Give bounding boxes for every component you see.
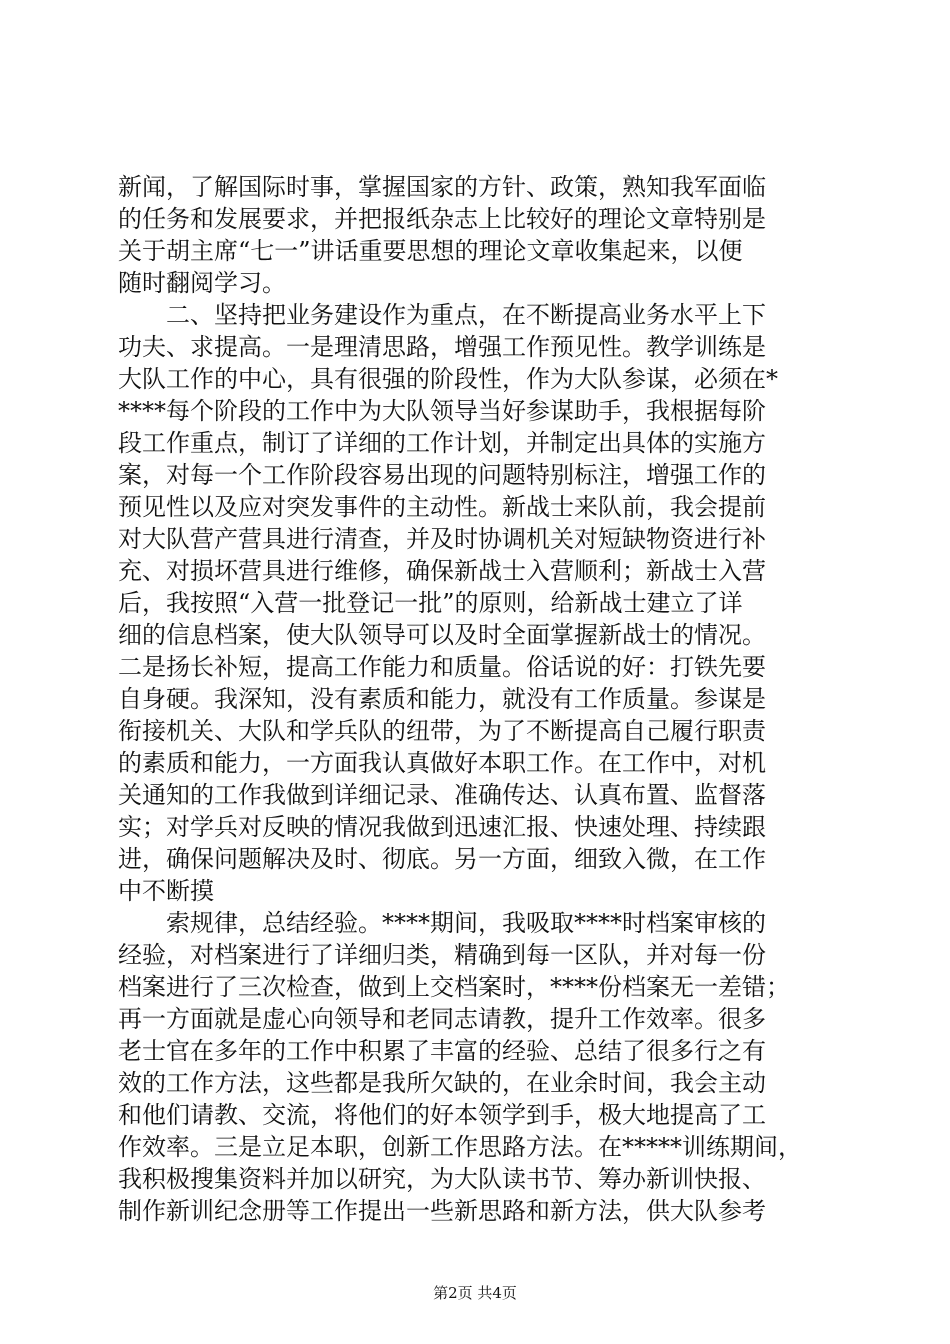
body-line: 后，我按照“入营一批登记一批”的原则，给新战士建立了详 — [118, 589, 743, 617]
body-line: 对大队营产营具进行清查，并及时协调机关对短缺物资进行补 — [118, 525, 766, 553]
body-line: 自身硬。我深知，没有素质和能力，就没有工作质量。参谋是 — [118, 685, 766, 713]
body-line: ****每个阶段的工作中为大队领导当好参谋助手，我根据每阶 — [118, 397, 766, 425]
body-line: 我积极搜集资料并加以研究，为大队读书节、筹办新训快报、 — [118, 1165, 766, 1193]
body-line: 功夫、求提高。一是理清思路，增强工作预见性。教学训练是 — [118, 333, 766, 361]
body-line: 充、对损坏营具进行维修，确保新战士入营顺利；新战士入营 — [118, 557, 766, 585]
body-line: 随时翻阅学习。 — [118, 269, 286, 297]
document-body — [118, 171, 836, 1227]
body-line: 经验，对档案进行了详细归类，精确到每一区队，并对每一份 — [118, 941, 766, 969]
body-line: 段工作重点，制订了详细的工作计划，并制定出具体的实施方 — [118, 429, 766, 457]
page-footer: 第2页 共4页 — [433, 1284, 517, 1302]
body-line: 作效率。三是立足本职，创新工作思路方法。在*****训练期间， — [118, 1133, 802, 1161]
body-line: 案，对每一个工作阶段容易出现的问题特别标注，增强工作的 — [118, 461, 766, 489]
body-line: 关通知的工作我做到详细记录、准确传达、认真布置、监督落 — [118, 781, 766, 809]
body-line: 衔接机关、大队和学兵队的纽带，为了不断提高自己履行职责 — [118, 717, 766, 745]
body-line: 进，确保问题解决及时、彻底。另一方面，细致入微，在工作 — [118, 845, 766, 873]
body-line: 大队工作的中心，具有很强的阶段性，作为大队参谋，必须在* — [118, 365, 778, 393]
body-line: 和他们请教、交流，将他们的好本领学到手，极大地提高了工 — [118, 1101, 766, 1129]
body-line: 预见性以及应对突发事件的主动性。新战士来队前，我会提前 — [118, 493, 766, 521]
body-line: 索规律，总结经验。****期间，我吸取****时档案审核的 — [118, 909, 766, 937]
body-line: 的素质和能力，一方面我认真做好本职工作。在工作中，对机 — [118, 749, 766, 777]
body-line: 二、坚持把业务建设作为重点，在不断提高业务水平上下 — [118, 301, 766, 329]
body-line: 细的信息档案，使大队领导可以及时全面掌握新战士的情况。 — [118, 621, 766, 649]
body-line: 制作新训纪念册等工作提出一些新思路和新方法，供大队参考 — [118, 1197, 766, 1225]
body-line: 实；对学兵对反映的情况我做到迅速汇报、快速处理、持续跟 — [118, 813, 766, 841]
body-line: 中不断摸 — [118, 877, 214, 905]
body-line: 新闻，了解国际时事，掌握国家的方针、政策，熟知我军面临 — [118, 173, 766, 201]
body-line: 关于胡主席“七一”讲话重要思想的理论文章收集起来，以便 — [118, 237, 743, 265]
body-line: 老士官在多年的工作中积累了丰富的经验、总结了很多行之有 — [118, 1037, 766, 1065]
body-line: 效的工作方法，这些都是我所欠缺的，在业余时间，我会主动 — [118, 1069, 766, 1097]
body-line: 档案进行了三次检查，做到上交档案时，****份档案无一差错； — [118, 973, 790, 1001]
body-line: 二是扬长补短，提高工作能力和质量。俗话说的好：打铁先要 — [118, 653, 766, 681]
body-line: 再一方面就是虚心向领导和老同志请教，提升工作效率。很多 — [118, 1005, 766, 1033]
body-line: 的任务和发展要求，并把报纸杂志上比较好的理论文章特别是 — [118, 205, 766, 233]
